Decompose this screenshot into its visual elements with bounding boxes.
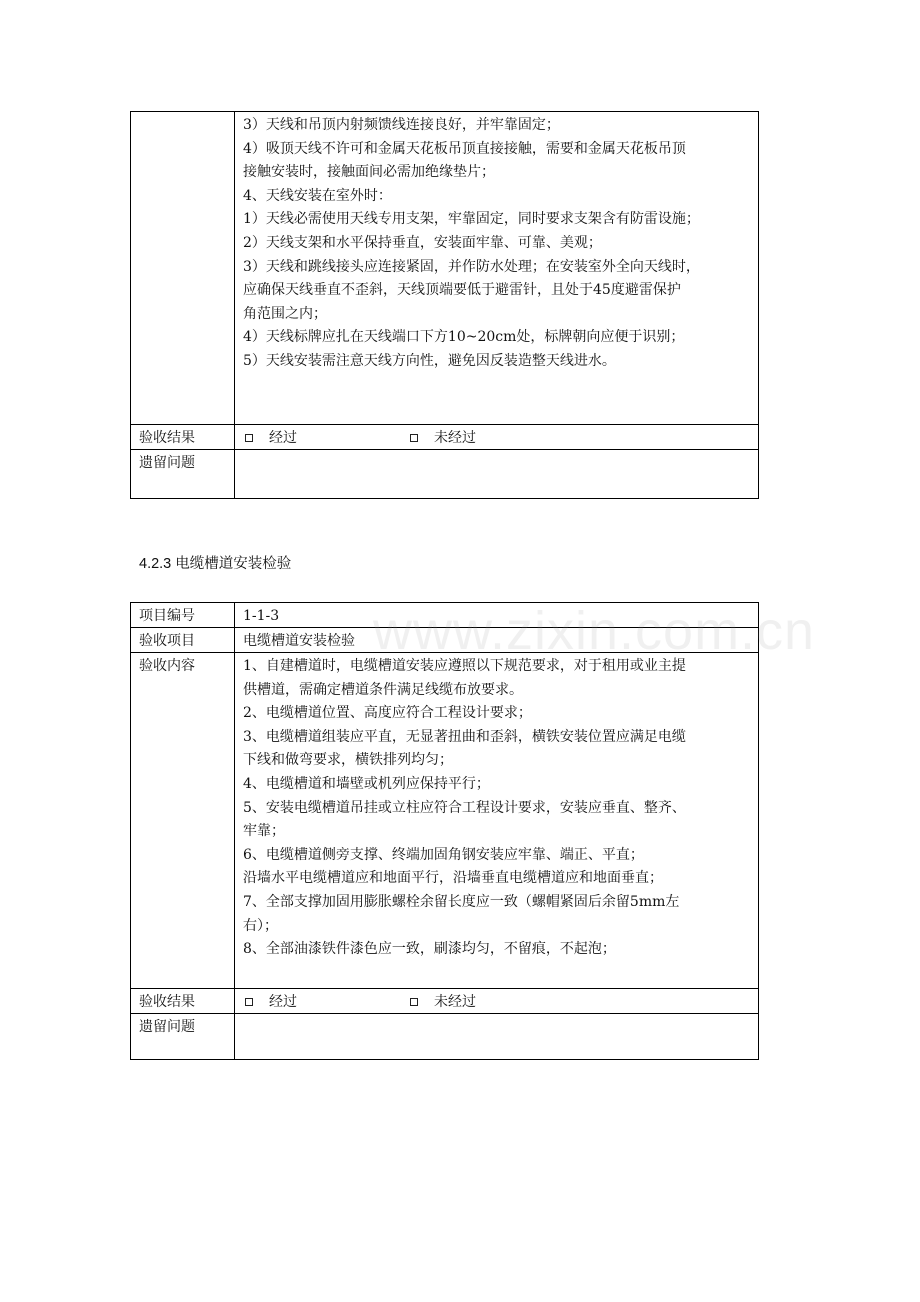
content-row: [131, 653, 759, 989]
content-label-cell: [131, 112, 235, 425]
result-row: [131, 425, 759, 450]
inspection-item-row: [131, 628, 759, 653]
pass-label: 经过: [269, 430, 297, 446]
fail-checkbox[interactable]: [410, 434, 418, 442]
project-code-value: 1-1-3: [243, 608, 280, 624]
content-label: 验收内容: [131, 653, 235, 989]
pass-option[interactable]: [243, 427, 408, 449]
content-line: 接触安装时，接触面间必需加绝缘垫片；: [243, 164, 495, 181]
remaining-issues-row: [131, 1014, 759, 1060]
content-line: 4）吸顶天线不许可和金属天花板吊顶直接接触，需要和金属天花板吊顶: [243, 140, 686, 157]
project-code-row: [131, 603, 759, 628]
content-line: 4、天线安装在室外时：: [243, 187, 392, 204]
pass-checkbox[interactable]: [245, 434, 253, 442]
pass-option[interactable]: [243, 991, 408, 1013]
result-label: 验收结果: [131, 425, 235, 450]
fail-checkbox[interactable]: [410, 998, 418, 1006]
content-line: 供槽道，需确定槽道条件满足线缆布放要求。: [243, 681, 523, 698]
content-line: 5、安装电缆槽道吊挂或立柱应符合工程设计要求，安装应垂直、整齐、: [243, 799, 686, 816]
content-line: 3）天线和吊顶内射频馈线连接良好，并牢靠固定；: [243, 117, 560, 133]
section-heading: 4.2.3 电缆槽道安装检验: [139, 556, 292, 572]
result-options: [235, 989, 759, 1014]
project-code-label: 项目编号: [131, 603, 235, 628]
content-line: 1、自建槽道时，电缆槽道安装应遵照以下规范要求，对于租用或业主提: [243, 658, 686, 674]
remaining-issues-label: 遗留问题: [131, 450, 235, 499]
inspection-table-antenna: [130, 111, 759, 499]
content-line: 沿墙水平电缆槽道应和地面平行，沿墙垂直电缆槽道应和地面垂直；: [243, 870, 663, 887]
content-line: 3）天线和跳线接头应连接紧固，并作防水处理；在安装室外全向天线时，: [243, 258, 700, 275]
content-line: 下线和做弯要求，横铁排列均匀；: [243, 752, 453, 769]
remaining-issues-value[interactable]: [235, 1014, 759, 1060]
content-line: 2）天线支架和水平保持垂直，安装面牢靠、可靠、美观；: [243, 234, 602, 251]
result-row: [131, 989, 759, 1014]
content-line: 牢靠；: [243, 823, 285, 840]
inspection-table-cable-tray: [130, 602, 759, 1060]
pass-label: 经过: [269, 994, 297, 1010]
fail-option[interactable]: [408, 427, 476, 449]
content-line: 7、全部支撑加固用膨胀螺栓余留长度应一致（螺帽紧固后余留5mm左: [243, 893, 680, 910]
fail-option[interactable]: [408, 991, 476, 1013]
result-label: 验收结果: [131, 989, 235, 1014]
content-line: 4、电缆槽道和墙壁或机列应保持平行；: [243, 775, 490, 792]
content-row: [131, 112, 759, 425]
content-line: 右）；: [243, 917, 278, 934]
content-line: 角范围之内；: [243, 305, 327, 322]
inspection-item-value: 电缆槽道安装检验: [243, 633, 355, 649]
content-value-cell: [235, 112, 759, 425]
watermark: www.zixin.com.cn: [373, 601, 816, 661]
content-line: 2、电缆槽道位置、高度应符合工程设计要求；: [243, 705, 532, 722]
fail-label: 未经过: [434, 430, 476, 446]
pass-checkbox[interactable]: [245, 998, 253, 1006]
content-line: 1）天线必需使用天线专用支架，牢靠固定，同时要求支架含有防雷设施；: [243, 211, 700, 228]
remaining-issues-label: 遗留问题: [131, 1014, 235, 1060]
remaining-issues-value[interactable]: [235, 450, 759, 499]
content-line: 6、电缆槽道侧旁支撑、终端加固角钢安装应牢靠、端正、平直；: [243, 846, 644, 863]
inspection-item-label: 验收项目: [131, 628, 235, 653]
content-line: 4）天线标牌应扎在天线端口下方10~20cm处，标牌朝向应便于识别；: [243, 329, 685, 346]
remaining-issues-row: [131, 450, 759, 499]
content-line: 8、全部油漆铁件漆色应一致，刷漆均匀，不留痕，不起泡；: [243, 941, 616, 958]
fail-label: 未经过: [434, 994, 476, 1010]
result-options: [235, 425, 759, 450]
content-line: 5）天线安装需注意天线方向性，避免因反装造整天线进水。: [243, 352, 616, 369]
content-value-cell: [235, 653, 759, 989]
content-line: 3、电缆槽道组装应平直，无显著扭曲和歪斜，横铁安装位置应满足电缆: [243, 728, 686, 745]
content-line: 应确保天线垂直不歪斜，天线顶端要低于避雷针，且处于45度避雷保护: [243, 282, 681, 299]
